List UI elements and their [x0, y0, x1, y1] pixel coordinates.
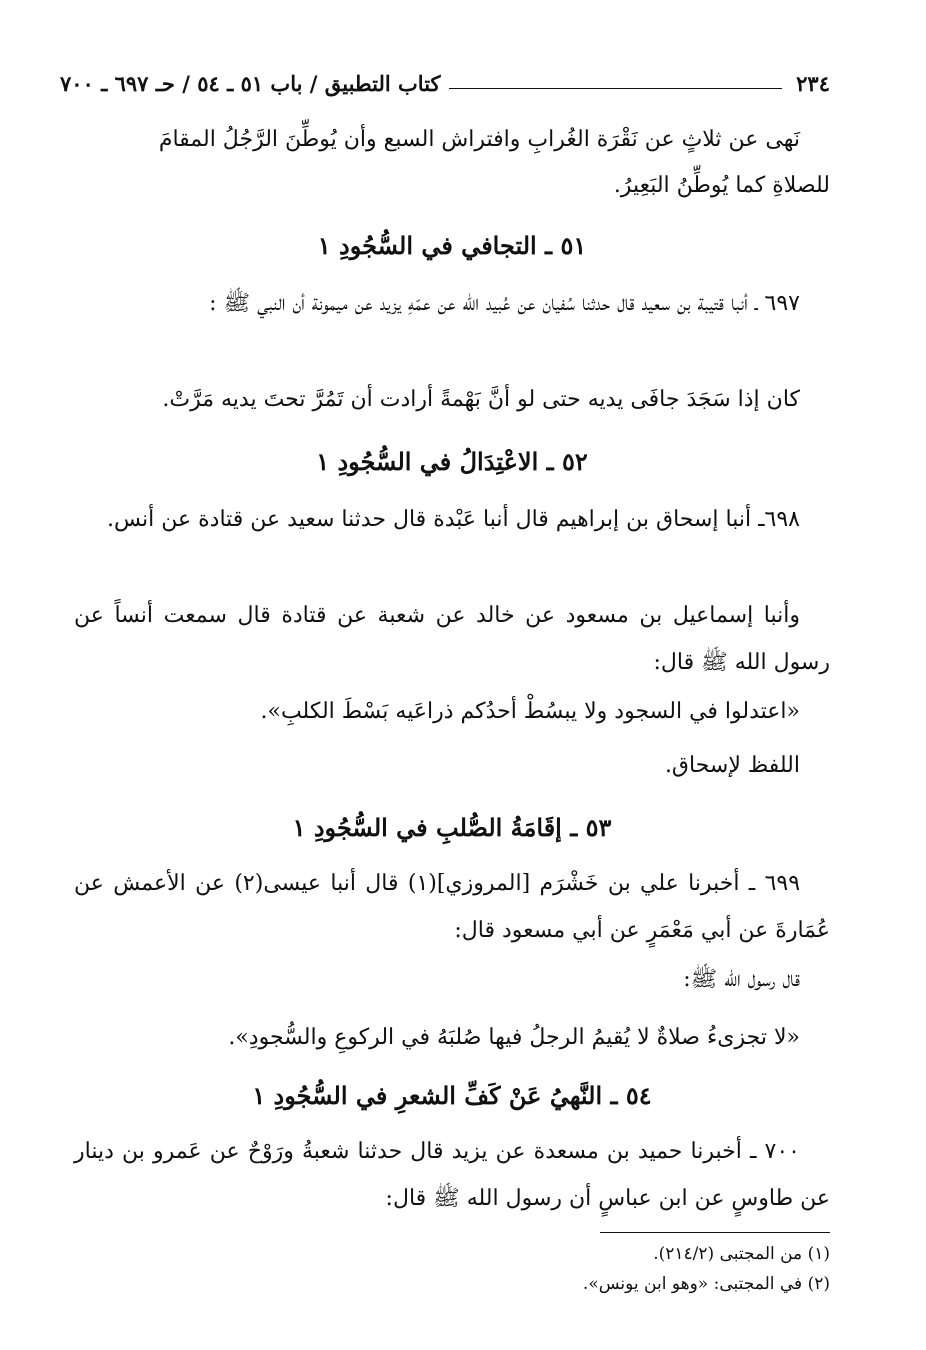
running-title: كتاب التطبيق / باب ٥١ ـ ٥٤ / حـ ٦٩٧ ـ ٧٠٠	[60, 71, 441, 96]
intro-line-1: نَهى عن ثلاثٍ عن نَقْرَة الغُرابِ وافتراش السبع وأن يُوطِّنَ الرَّجُلُ المقامَ	[158, 127, 800, 152]
chapter-heading-52: ٥٢ ـ الاعْتِدَالُ في السُّجُودِ ١	[316, 447, 588, 476]
hadith-698-text: «اعتدلوا في السجود ولا يبسُطْ أحدُكم ذراعَيه بَسْطَ الكلبِ».	[260, 699, 800, 724]
footnote-2: (٢) في المجتبى: «وهو ابن يونس».	[582, 1274, 830, 1294]
chapter-heading-54: ٥٤ ـ النَّهيُ عَنْ كَفِّ الشعرِ في السُّجُودِ ١	[252, 1081, 652, 1110]
chapter-heading-53: ٥٣ ـ إقَامَةُ الصُّلبِ في السُّجُودِ ١	[292, 813, 612, 842]
hadith-699-text: «لا تجزىءُ صلاةٌ لا يُقيمُ الرجلُ فيها صُلبَهُ في الركوعِ والسُّجودِ».	[228, 1025, 800, 1050]
hadith-697-text: كان إذا سَجَدَ جافَى يديه حتى لو أنَّ بَهْمةً أرادت أن تَمُرَّ تحتَ يديه مَرَّتْ.	[162, 387, 800, 412]
hadith-698-chain: وأنبا إسماعيل بن مسعود عن خالد عن شعبة عن قتادة قال سمعت أنساً عن رسول الله ﷺ قال:	[74, 603, 830, 675]
intro-line-2: للصلاةِ كما يُوطِّنُ البَعِيرُ.	[613, 173, 830, 198]
page-number: ٢٣٤	[796, 71, 830, 96]
chapter-heading-51: ٥١ ـ التجافي في السُّجُودِ ١	[317, 231, 587, 260]
hadith-699: ٦٩٩ ـ أخبرنا علي بن خَشْرَم [المروزي](١) قال أنبا عيسى(٢) عن الأعمش عن عُمَارةَ عن أبي مَعْمَرٍ عن أبي مسعود قال:	[74, 871, 830, 943]
hadith-698: ٦٩٨ـ أنبا إسحاق بن إبراهيم قال أنبا عَبْدة قال حدثنا سعيد عن قتادة عن أنس.	[106, 507, 800, 532]
hadith-698-note: اللفظ لإسحاق.	[664, 753, 800, 778]
running-header	[60, 62, 830, 96]
footnote-1: (١) من المجتبى (٢١٤/٢).	[653, 1244, 830, 1264]
footnote-rule	[600, 1232, 830, 1233]
hadith-700: ٧٠٠ ـ أخبرنا حميد بن مسعدة عن يزيد قال حدثنا شعبةُ ورَوْحٌ عن عَمرو بن دينار عن طاوسٍ عن ابن عباسٍ أن رسول الله ﷺ قال:	[74, 1139, 830, 1211]
hadith-699-intro: قال رسول الله ﷺ:	[683, 967, 800, 992]
hadith-697: ٦٩٧ ـ أنبا قتيبة بن سعيد قال حدثنا سُفيان عن عُبيد الله عن عمّهِ يزيد عن ميمونة أن النبي ﷺ :	[209, 291, 800, 316]
header-rule	[449, 88, 783, 89]
